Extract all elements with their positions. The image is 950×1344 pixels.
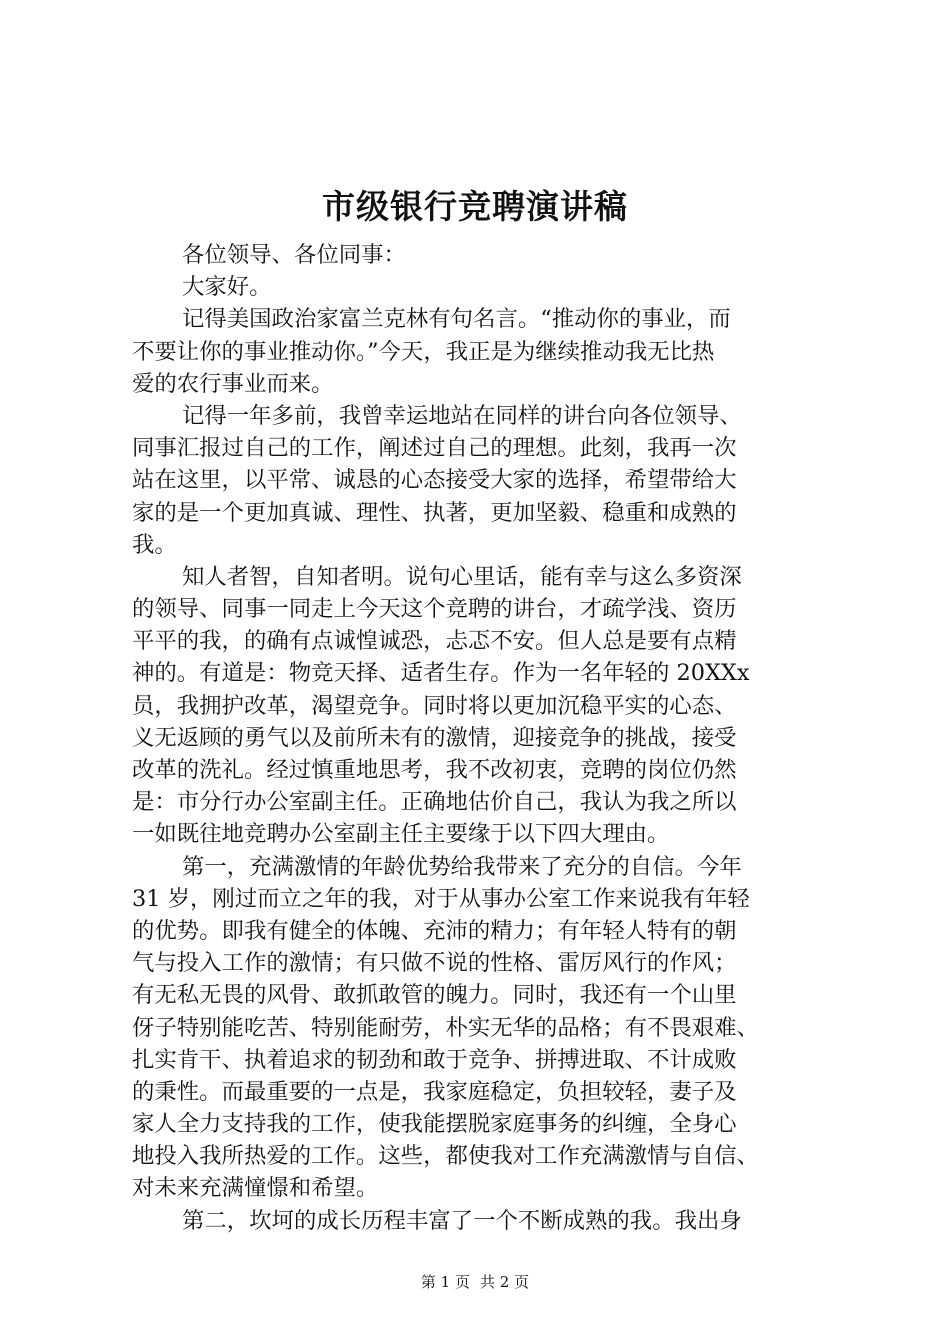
body-line: 知人者智，自知者明。说句心里话，能有幸与这么多资深 — [182, 563, 742, 590]
body-line: 大家好。 — [182, 274, 272, 301]
body-line: 家人全力支持我的工作，使我能摆脱家庭事务的纠缠，全身心 — [132, 1111, 737, 1138]
page-footer — [0, 1272, 950, 1292]
body-line: 改革的洗礼。经过慎重地思考，我不改初衷，竞聘的岗位仍然 — [132, 757, 737, 783]
body-line: 义无返顾的勇气以及前所未有的激情，迎接竞争的挑战，接受 — [132, 724, 737, 751]
body-line: 爱的农行事业而来。 — [132, 370, 334, 397]
body-line: 的秉性。而最重要的一点是，我家庭稳定，负担较轻，妻子及 — [132, 1078, 737, 1105]
page-number-current: 第 1 页 — [420, 1273, 470, 1291]
body-line: 的优势。即我有健全的体魄、充沛的精力；有年轻人特有的朝 — [132, 917, 737, 944]
body-line: 神的。有道是：物竞天择、适者生存。作为一名年轻的 20XXx — [132, 660, 750, 687]
body-line: 的领导、同事一同走上今天这个竞聘的讲台，才疏学浅、资历 — [132, 596, 737, 623]
page-number-total: 共 2 页 — [480, 1273, 530, 1291]
body-line: 有无私无畏的风骨、敢抓敢管的魄力。同时，我还有一个山里 — [132, 982, 737, 1009]
document-title: 市级银行竞聘演讲稿 — [322, 187, 628, 226]
body-line: 同事汇报过自己的工作，阐述过自己的理想。此刻，我再一次 — [132, 435, 737, 462]
body-line: 气与投入工作的激情；有只做不说的性格、雷厉风行的作风； — [132, 950, 737, 977]
body-line: 站在这里，以平常、诚恳的心态接受大家的选择，希望带给大 — [132, 467, 737, 494]
body-line: 第一，充满激情的年龄优势给我带来了充分的自信。今年 — [182, 853, 742, 880]
body-line: 各位领导、各位同事： — [182, 242, 406, 268]
document-body — [132, 239, 832, 1237]
body-line: 员，我拥护改革，渴望竞争。同时将以更加沉稳平实的心态、 — [132, 692, 737, 719]
body-line: 不要让你的事业推动你。”今天，我正是为继续推动我无比热 — [132, 338, 715, 365]
body-line: 平平的我，的确有点诚惶诚恐，忐忑不安。但人总是要有点精 — [132, 628, 737, 655]
body-line: 对未来充满憧憬和希望。 — [132, 1175, 379, 1202]
body-line: 家的是一个更加真诚、理性、执著，更加坚毅、稳重和成熟的 — [132, 499, 737, 526]
body-line: 地投入我所热爱的工作。这些，都使我对工作充满激情与自信、 — [132, 1143, 759, 1170]
body-line: 第二，坎坷的成长历程丰富了一个不断成熟的我。我出身 — [182, 1207, 742, 1234]
body-line: 是：市分行办公室副主任。正确地估价自己，我认为我之所以 — [132, 789, 737, 816]
body-line: 扎实肯干、执着追求的韧劲和敢于竞争、拼搏进取、不计成败 — [132, 1046, 737, 1073]
body-line: 31 岁，刚过而立之年的我，对于从事办公室工作来说我有年轻 — [132, 885, 750, 912]
body-line: 我。 — [132, 531, 177, 558]
body-line: 伢子特别能吃苦、特别能耐劳，朴实无华的品格；有不畏艰难、 — [132, 1014, 759, 1041]
body-line: 一如既往地竞聘办公室副主任主要缘于以下四大理由。 — [132, 821, 670, 848]
body-line: 记得一年多前，我曾幸运地站在同样的讲台向各位领导、 — [182, 402, 742, 429]
body-line: 记得美国政治家富兰克林有句名言。“推动你的事业，而 — [182, 306, 731, 333]
